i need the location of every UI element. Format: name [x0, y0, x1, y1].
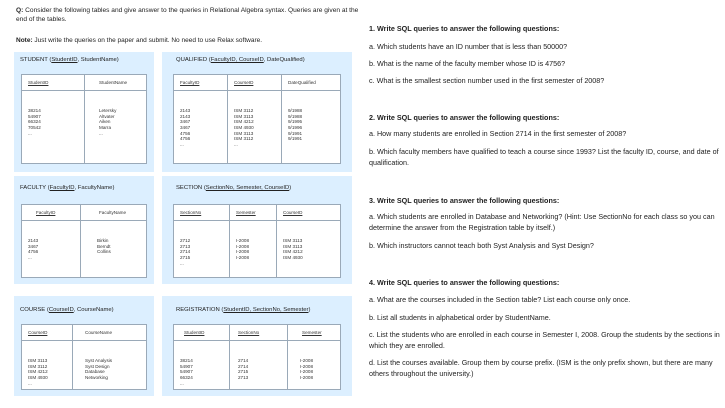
q4-a: a. What are the courses included in the Section table? List each course only once. [369, 295, 631, 304]
column-header: SectionNo [238, 330, 260, 335]
qualified-table [173, 74, 341, 164]
column-cells: 2712 2713 2714 2715 ... [180, 238, 191, 266]
registration-table [173, 324, 341, 390]
column-cells: Birkin Berndt Collins [97, 238, 111, 255]
course-panel [14, 296, 154, 396]
q2-a: a. How many students are enrolled in Section 2714 in the first semester of 2008? [369, 129, 627, 138]
column-cells: I-2008 I-2008 I-2008 I-2008 [236, 238, 250, 260]
column-header: StudentName [99, 80, 128, 85]
q3-a: a. Which students are enrolled in Database and Networking? (Hint: Use SectionNo for each class so you can determine the answer from the Registration table by itself.) [369, 212, 715, 232]
column-cells: Syst Analysis Syst Design Database Networking [85, 358, 113, 380]
qualified-title: QUALIFIED (FacultyID, CourseID, DateQualified) [176, 57, 305, 63]
column-header: Semester [236, 210, 256, 215]
section-col-course [276, 205, 342, 277]
registration-col-semester [287, 325, 342, 389]
faculty-col-id [22, 205, 80, 277]
q2-heading: 2. Write SQL queries to answer the following questions: [369, 113, 560, 122]
question-text: Consider the following tables and give answer to the queries in Relational Algebra syntax. Queries are given at the end of the tables. [16, 7, 359, 23]
column-header: CourseName [85, 330, 113, 335]
note-prefix: Note: [16, 37, 33, 44]
q1-b: b. What is the name of the faculty member whose ID is 4756? [369, 59, 566, 68]
faculty-col-name [80, 205, 148, 277]
intro-text [16, 6, 361, 24]
column-cells: 2143 3467 4756 ... [28, 238, 39, 260]
course-table [21, 324, 147, 390]
registration-col-student [174, 325, 229, 389]
q4-heading: 4. Write SQL queries to answer the following questions: [369, 278, 560, 287]
q3-b: b. Which instructors cannot teach both Syst Analysis and Syst Design? [369, 241, 594, 250]
q1-c: c. What is the smallest section number used in the first semester of 2008? [369, 76, 605, 85]
qualified-col-course [227, 75, 281, 163]
column-cells: ISM 3113 ISM 3112 ISM 4212 ISM 4930 ... [28, 358, 48, 386]
column-cells: Letersky Altvater Aiken Marra ... [99, 108, 117, 136]
column-cells: I-2008 I-2008 I-2008 I-2008 [300, 358, 314, 380]
qualified-col-faculty [174, 75, 227, 163]
faculty-table [21, 204, 147, 278]
note-text [16, 37, 361, 44]
student-col-id [22, 75, 84, 163]
section-panel [162, 176, 352, 284]
section-title: SECTION (SectionNo, Semester, CourseID) [176, 185, 292, 191]
q3-heading: 3. Write SQL queries to answer the following questions: [369, 196, 560, 205]
student-table [21, 74, 147, 164]
column-header: FacultyID [180, 80, 200, 85]
column-header: StudentID [184, 330, 205, 335]
qualified-col-date [281, 75, 342, 163]
column-header: FacultyName [99, 210, 127, 215]
q1-heading: 1. Write SQL queries to answer the following questions: [369, 24, 560, 33]
column-cells: ISM 3113 ISM 3113 ISM 4212 ISM 4930 [283, 238, 303, 260]
section-table [173, 204, 341, 278]
column-cells: 38214 54907 54907 66324 ... [180, 358, 193, 386]
column-cells: 38214 54907 66324 70542 ... [28, 108, 41, 136]
column-cells: 2143 2143 3467 3467 4756 4756 ... [180, 108, 191, 147]
faculty-title: FACULTY (FacultyID, FacultyName) [20, 185, 115, 191]
registration-panel [162, 296, 352, 396]
course-col-id [22, 325, 72, 389]
q4-c: c. List the students who are enrolled in each course in Semester I, 2008. Group the students by the sections in which they are enrolled. [369, 330, 720, 350]
q4-d: d. List the courses available. Group them by course prefix. (ISM is the only prefix shown, but there are many others throughout the university.) [369, 358, 713, 378]
column-header: FacultyID [36, 210, 56, 215]
registration-col-section [229, 325, 287, 389]
student-col-name [84, 75, 148, 163]
course-title: COURSE (CourseID, CourseName) [20, 307, 114, 313]
note-body: Just write the queries on the paper and submit. No need to use Relax software. [34, 37, 263, 44]
column-header: CourseID [234, 80, 254, 85]
q4-b: b. List all students in alphabetical order by StudentName. [369, 313, 551, 322]
course-col-name [72, 325, 148, 389]
column-cells: ISM 3112 ISM 3113 ISM 4212 ISM 4930 ISM 3113 ISM 3112 ... [234, 108, 254, 147]
column-header: DateQualified [288, 80, 316, 85]
q2-b: b. Which faculty members have qualified to teach a course since 1993? List the faculty ID, course, and date of qualification. [369, 147, 719, 167]
column-header: Semester [302, 330, 322, 335]
section-col-semester [229, 205, 276, 277]
student-panel [14, 52, 154, 172]
column-header: CourseID [28, 330, 48, 335]
registration-title: REGISTRATION (StudentID, SectionNo, Semester) [176, 307, 311, 313]
column-header: StudentID [28, 80, 49, 85]
question-prefix: Q: [16, 7, 24, 14]
faculty-panel [14, 176, 154, 284]
student-title: STUDENT (StudentID, StudentName) [20, 57, 119, 63]
q1-a: a. Which students have an ID number that is less than 50000? [369, 42, 568, 51]
section-col-no [174, 205, 229, 277]
column-cells: 9/1988 9/1988 9/1995 9/1996 9/1991 9/1991 [288, 108, 303, 142]
column-cells: 2714 2714 2715 2713 [238, 358, 249, 380]
column-header: SectionNo [180, 210, 202, 215]
qualified-panel [162, 52, 352, 172]
column-header: CourseID [283, 210, 303, 215]
